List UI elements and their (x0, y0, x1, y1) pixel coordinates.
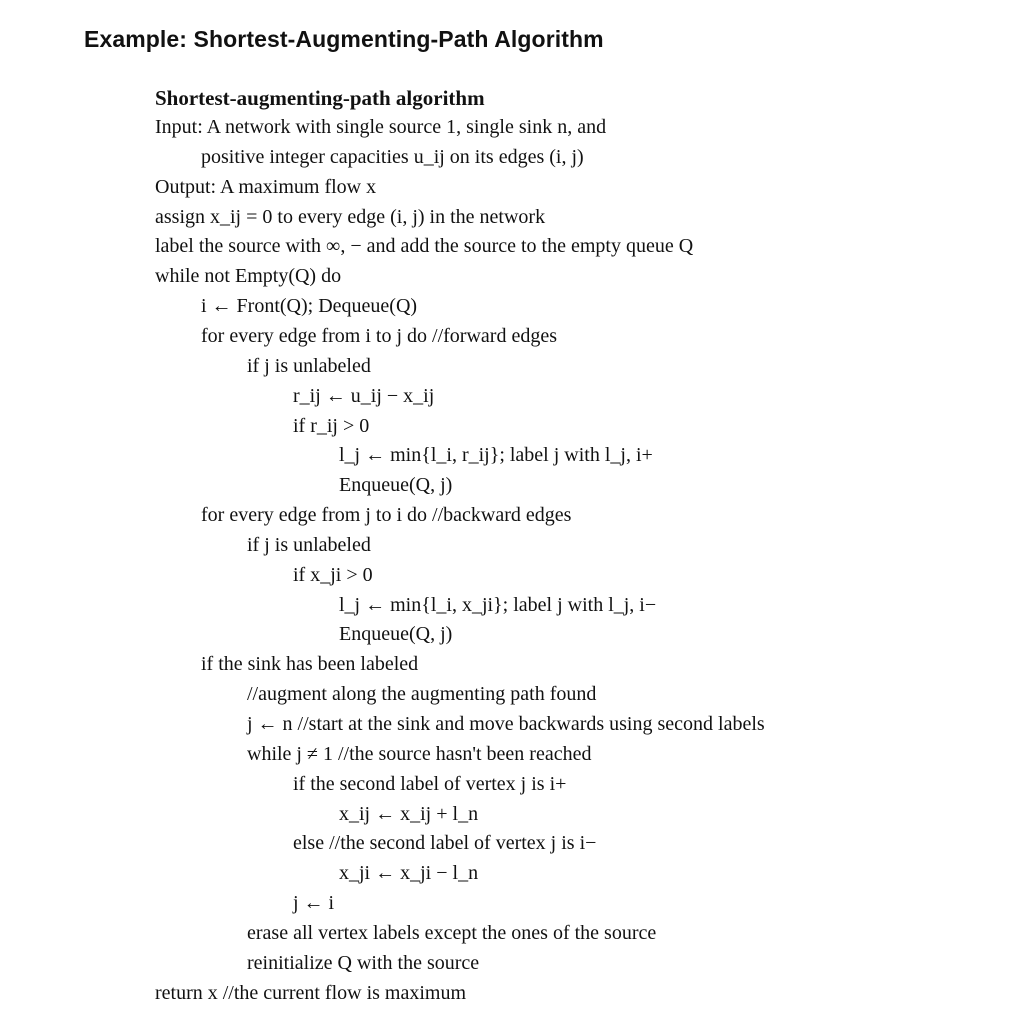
algorithm-line: if r_ij > 0 (293, 414, 370, 437)
algorithm-line: j ← i (293, 892, 335, 915)
algorithm-line: erase all vertex labels except the ones of the source (247, 921, 657, 944)
algorithm-line: while j ≠ 1 //the source hasn't been reached (247, 742, 592, 765)
algorithm-line: for every edge from i to j do //forward edges (201, 324, 557, 347)
algorithm-line: reinitialize Q with the source (247, 951, 480, 974)
algorithm-line: if the second label of vertex j is i+ (293, 772, 567, 795)
algorithm-line: assign x_ij = 0 to every edge (i, j) in the network (155, 205, 546, 228)
page-heading: Example: Shortest-Augmenting-Path Algorithm (84, 26, 604, 52)
algorithm-line: r_ij ← u_ij − x_ij (293, 384, 435, 407)
algorithm-line: else //the second label of vertex j is i− (293, 832, 597, 855)
algorithm-line: l_j ← min{l_i, x_ji}; label j with l_j, i− (339, 593, 657, 616)
algorithm-line: Input: A network with single source 1, single sink n, and (155, 116, 607, 138)
algorithm-line: l_j ← min{l_i, r_ij}; label j with l_j, i+ (339, 444, 653, 467)
algorithm-line: Enqueue(Q, j) (339, 474, 453, 497)
algorithm-line: if the sink has been labeled (201, 653, 419, 676)
algorithm-line: if x_ji > 0 (293, 563, 373, 586)
algorithm-line: return x //the current flow is maximum (155, 981, 467, 1004)
algorithm-line: j ← n //start at the sink and move backwards using second labels (247, 713, 765, 735)
algorithm-line: label the source with ∞, − and add the source to the empty queue Q (155, 235, 694, 258)
algorithm-line: x_ji ← x_ji − l_n (339, 862, 479, 885)
algorithm-line: x_ij ← x_ij + l_n (339, 802, 479, 825)
algorithm-line: positive integer capacities u_ij on its edges (i, j) (201, 145, 584, 168)
algorithm-line: Output: A maximum flow x (155, 175, 377, 198)
algorithm-line: if j is unlabeled (247, 354, 371, 377)
algorithm-line: Enqueue(Q, j) (339, 623, 453, 646)
algorithm-line: while not Empty(Q) do (155, 265, 342, 288)
algorithm-title: Shortest-augmenting-path algorithm (155, 86, 485, 110)
algorithm-line: for every edge from j to i do //backward edges (201, 504, 572, 527)
algorithm-line: if j is unlabeled (247, 533, 371, 556)
algorithm-line: i ← Front(Q); Dequeue(Q) (201, 295, 418, 318)
algorithm-line: //augment along the augmenting path found (247, 683, 597, 706)
